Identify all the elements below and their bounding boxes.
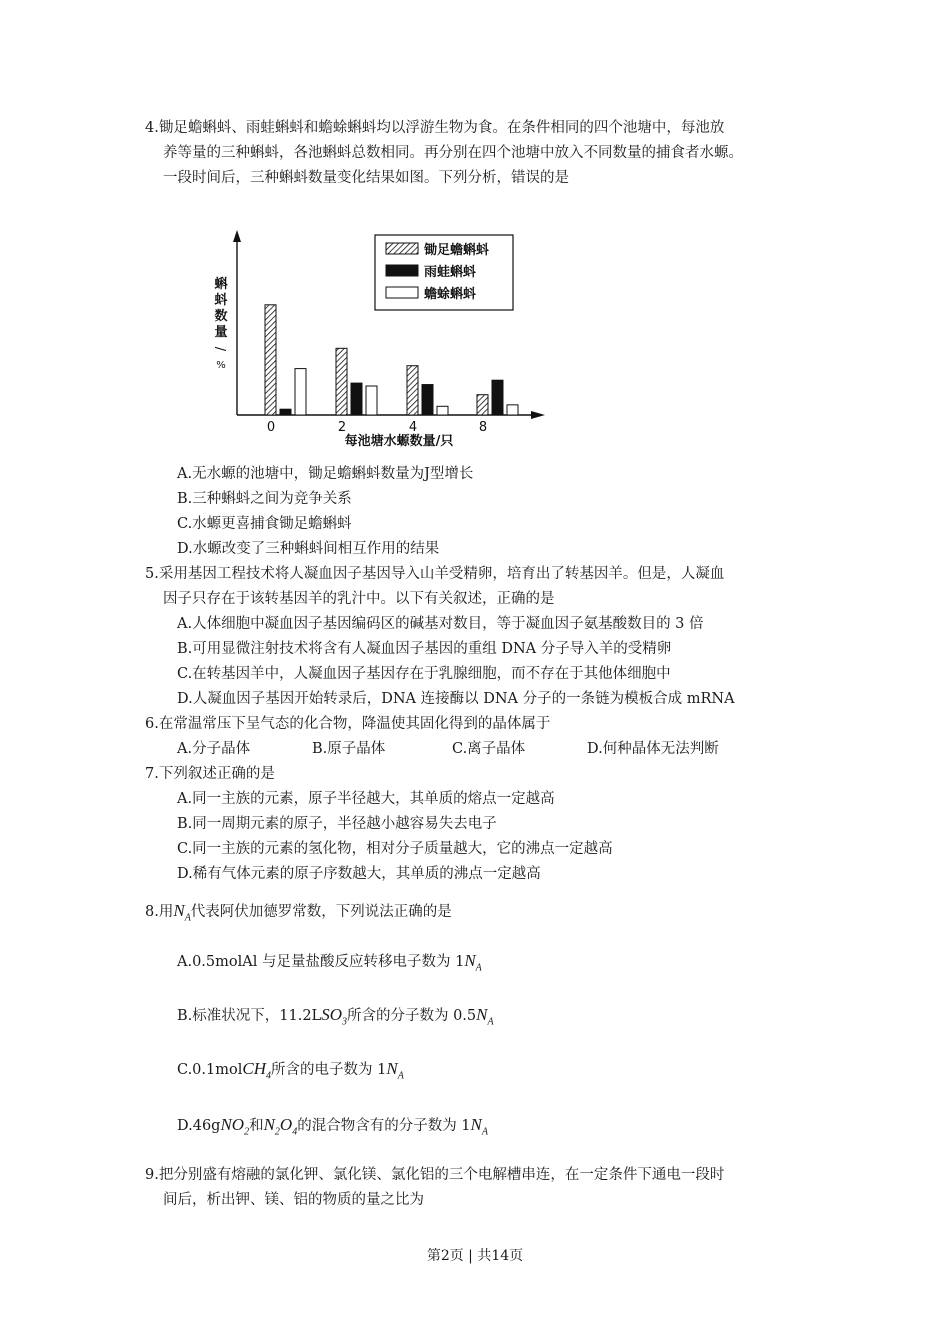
q8-stem: 8.用$N_A$代表阿伏加德罗常数，下列说法正确的是 [145, 901, 452, 924]
question-9 [145, 1163, 825, 1213]
question-4 [145, 116, 825, 191]
q6-option-a: A.分子晶体 [177, 741, 251, 757]
question-7 [145, 762, 825, 887]
q9-stem-line-2: 间后，析出钾、镁、铝的物质的量之比为 [163, 1192, 424, 1208]
tadpole-bar-chart [195, 220, 565, 460]
bar-white-4 [437, 406, 448, 415]
q4-option-b: B.三种蝌蚪之间为竞争关系 [177, 491, 352, 507]
y-label-separator: / [212, 346, 227, 352]
q6-option-b: B.原子晶体 [312, 741, 386, 757]
q6-option-d: D.何种晶体无法判断 [587, 741, 719, 757]
legend-label: 蟾蜍蝌蚪 [424, 287, 477, 302]
legend-label: 雨蛙蝌蚪 [424, 265, 477, 280]
x-axis-arrow [531, 411, 545, 419]
q6-option-c: C.离子晶体 [452, 741, 526, 757]
q5-stem-line-1: 5.采用基因工程技术将人凝血因子基因导入山羊受精卵，培育出了转基因羊。但是，人凝血 [145, 566, 725, 582]
na-symbol: $N_A$ [173, 901, 191, 924]
bar-white-8 [507, 405, 518, 415]
q7-option-d: D.稀有气体元素的原子序数越大，其单质的沸点一定越高 [177, 866, 541, 882]
bar-solid-black-8 [492, 380, 503, 415]
q7-option-b: B.同一周期元素的原子，半径越小越容易失去电子 [177, 816, 497, 832]
bar-hatched-4 [407, 366, 418, 415]
y-label-unit: % [216, 360, 226, 371]
q5-option-d: D.人凝血因子基因开始转录后，DNA 连接酶以 DNA 分子的一条链为模板合成 mRNA [177, 691, 735, 707]
q9-stem-line-1: 9.把分别盛有熔融的氯化钾、氯化镁、氯化铝的三个电解槽串连，在一定条件下通电一段时 [145, 1167, 725, 1183]
bar-hatched-8 [477, 395, 488, 415]
q8-option-c: C.0.1molCH$_4$所含的电子数为 $1N_A$ [177, 1059, 404, 1082]
x-tick-label: 8 [478, 420, 488, 435]
bar-white-2 [366, 386, 377, 415]
legend-swatch-hatched [386, 243, 418, 254]
q4-option-c: C.水螈更喜捕食锄足蟾蝌蚪 [177, 516, 352, 532]
x-tick-label: 2 [337, 420, 347, 435]
bar-hatched-2 [336, 348, 347, 415]
q4-stem-line-3: 一段时间后，三种蝌蚪数量变化结果如图。下列分析，错误的是 [163, 170, 569, 186]
q4-option-d: D.水螈改变了三种蝌蚪间相互作用的结果 [177, 541, 440, 557]
page-footer: 第2页 | 共14页 [426, 1248, 524, 1264]
q8-option-d: D.46gNO$_2$和$N_2O_4$的混合物含有的分子数为 $1N_A$ [177, 1115, 488, 1138]
y-label-char: 数 [214, 309, 228, 324]
chart-legend [375, 235, 513, 310]
bar-solid-black-0 [280, 409, 291, 415]
bar-white-0 [295, 369, 306, 415]
q8-option-b: B.标准状况下，$11.2LSO_3$所含的分子数为 $0.5N_A$ [177, 1005, 494, 1028]
question-8 [145, 896, 825, 933]
chart-x-axis-label: 每池塘水螈数量/只 [344, 434, 454, 449]
y-label-char: 蝌 [214, 277, 228, 292]
q4-option-a: A.无水螈的池塘中，锄足蟾蝌蚪数量为J型增长 [177, 466, 474, 482]
bar-solid-black-4 [422, 385, 433, 415]
q5-option-c: C.在转基因羊中，人凝血因子基因存在于乳腺细胞，而不存在于其他体细胞中 [177, 666, 671, 682]
x-tick-label: 4 [408, 420, 418, 435]
q4-options [145, 462, 857, 562]
q5-option-b: B.可用显微注射技术将含有人凝血因子基因的重组 DNA 分子导入羊的受精卵 [177, 641, 672, 657]
q8-option-a: A.0.5molAl 与足量盐酸反应转移电子数为 $1N_A$ [177, 951, 482, 974]
chart-ticks [267, 420, 487, 435]
y-label-char: 量 [214, 325, 228, 340]
x-tick-label: 0 [266, 420, 276, 435]
q7-option-c: C.同一主族的元素的氢化物，相对分子质量越大，它的沸点一定越高 [177, 841, 613, 857]
bar-solid-black-2 [351, 383, 362, 415]
chart-y-axis-label [212, 276, 228, 371]
legend-swatch-solid-black [386, 265, 418, 276]
q7-stem: 7.下列叙述正确的是 [145, 766, 275, 782]
question-5 [145, 562, 825, 712]
legend-label: 锄足蟾蝌蚪 [424, 243, 490, 258]
q4-stem-line-2: 养等量的三种蝌蚪，各池蝌蚪总数相同。再分别在四个池塘中放入不同数量的捕食者水螈。 [163, 145, 743, 161]
q5-option-a: A.人体细胞中凝血因子基因编码区的碱基对数目，等于凝血因子氨基酸数目的 3 倍 [177, 616, 704, 632]
q5-stem-line-2: 因子只存在于该转基因羊的乳汁中。以下有关叙述，正确的是 [163, 591, 555, 607]
y-axis-arrow [233, 230, 241, 242]
question-6 [145, 712, 825, 762]
legend-swatch-white [386, 287, 418, 298]
y-label-char: 蚪 [214, 293, 228, 308]
q7-option-a: A.同一主族的元素，原子半径越大，其单质的熔点一定越高 [177, 791, 555, 807]
bar-hatched-0 [265, 305, 276, 415]
q4-stem-line-1: 4.锄足蟾蝌蚪、雨蛙蝌蚪和蟾蜍蝌蚪均以浮游生物为食。在条件相同的四个池塘中，每池放 [145, 120, 725, 136]
q6-stem: 6.在常温常压下呈气态的化合物，降温使其固化得到的晶体属于 [145, 716, 551, 732]
chart-bars [265, 305, 518, 415]
